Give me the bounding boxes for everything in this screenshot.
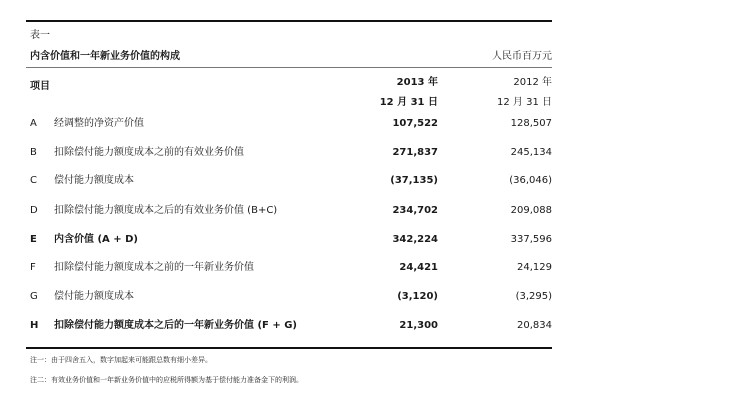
value-2013: 107,522	[392, 118, 438, 129]
value-2012: (36,046)	[509, 175, 552, 186]
value-2013: (37,135)	[390, 175, 438, 186]
table-row	[0, 145, 749, 161]
value-2012: 128,507	[510, 118, 552, 129]
bottom-rule	[26, 347, 552, 349]
row-label: A	[30, 118, 37, 129]
row-description: 偿付能力额度成本	[54, 175, 134, 186]
table-label: 表一	[30, 30, 50, 41]
column-header-2012	[497, 73, 552, 113]
table-row	[0, 260, 749, 276]
row-description: 扣除偿付能力额度成本之前的一年新业务价值	[54, 262, 254, 273]
table-row	[0, 232, 749, 248]
row-description: 扣除偿付能力额度成本之后的一年新业务价值 (F + G)	[54, 320, 298, 331]
value-2013: 271,837	[392, 147, 438, 158]
column-header-2013	[380, 73, 438, 113]
column-header-2012-year: 2012 年	[513, 77, 552, 88]
row-description: 扣除偿付能力额度成本之后的有效业务价值 (B+C)	[54, 205, 278, 216]
row-label: F	[30, 262, 36, 273]
value-2012: 20,834	[517, 320, 552, 331]
value-2012: 245,134	[510, 147, 552, 158]
column-header-item: 项目	[30, 81, 50, 92]
footnote-2: 注二：有效业务价值和一年新业务价值中的应税所得额为基于偿付能力准备金下的利润。	[30, 376, 303, 384]
row-label: E	[30, 234, 37, 245]
value-2012: 337,596	[510, 234, 552, 245]
row-description: 内含价值 (A + D)	[54, 234, 139, 245]
footnote-1: 注一：由于四舍五入，数字加起来可能跟总数有细小差异。	[30, 356, 212, 364]
value-2012: 24,129	[517, 262, 552, 273]
table-row	[0, 173, 749, 189]
row-description: 经调整的净资产价值	[54, 118, 144, 129]
row-label: G	[30, 291, 38, 302]
top-rule	[26, 20, 552, 22]
row-description: 扣除偿付能力额度成本之前的有效业务价值	[54, 147, 244, 158]
value-2013: 24,421	[399, 262, 438, 273]
currency-unit: 人民币百万元	[492, 51, 552, 62]
table-row	[0, 203, 749, 219]
row-label: D	[30, 205, 38, 216]
table-row	[0, 116, 749, 132]
value-2013: 21,300	[399, 320, 438, 331]
value-2013: 234,702	[392, 205, 438, 216]
row-label: C	[30, 175, 37, 186]
value-2012: 209,088	[510, 205, 552, 216]
row-description: 偿付能力额度成本	[54, 291, 134, 302]
value-2012: (3,295)	[515, 291, 552, 302]
table-title: 内含价值和一年新业务价值的构成	[30, 51, 180, 62]
value-2013: 342,224	[392, 234, 438, 245]
table-row	[0, 289, 749, 305]
column-header-2013-date: 12 月 31 日	[379, 97, 438, 108]
column-header-2013-year: 2013 年	[396, 77, 438, 88]
header-rule	[26, 67, 552, 68]
row-label: H	[30, 320, 39, 331]
row-label: B	[30, 147, 37, 158]
table-row	[0, 318, 749, 334]
value-2013: (3,120)	[397, 291, 438, 302]
column-header-2012-date: 12 月 31 日	[497, 97, 552, 108]
